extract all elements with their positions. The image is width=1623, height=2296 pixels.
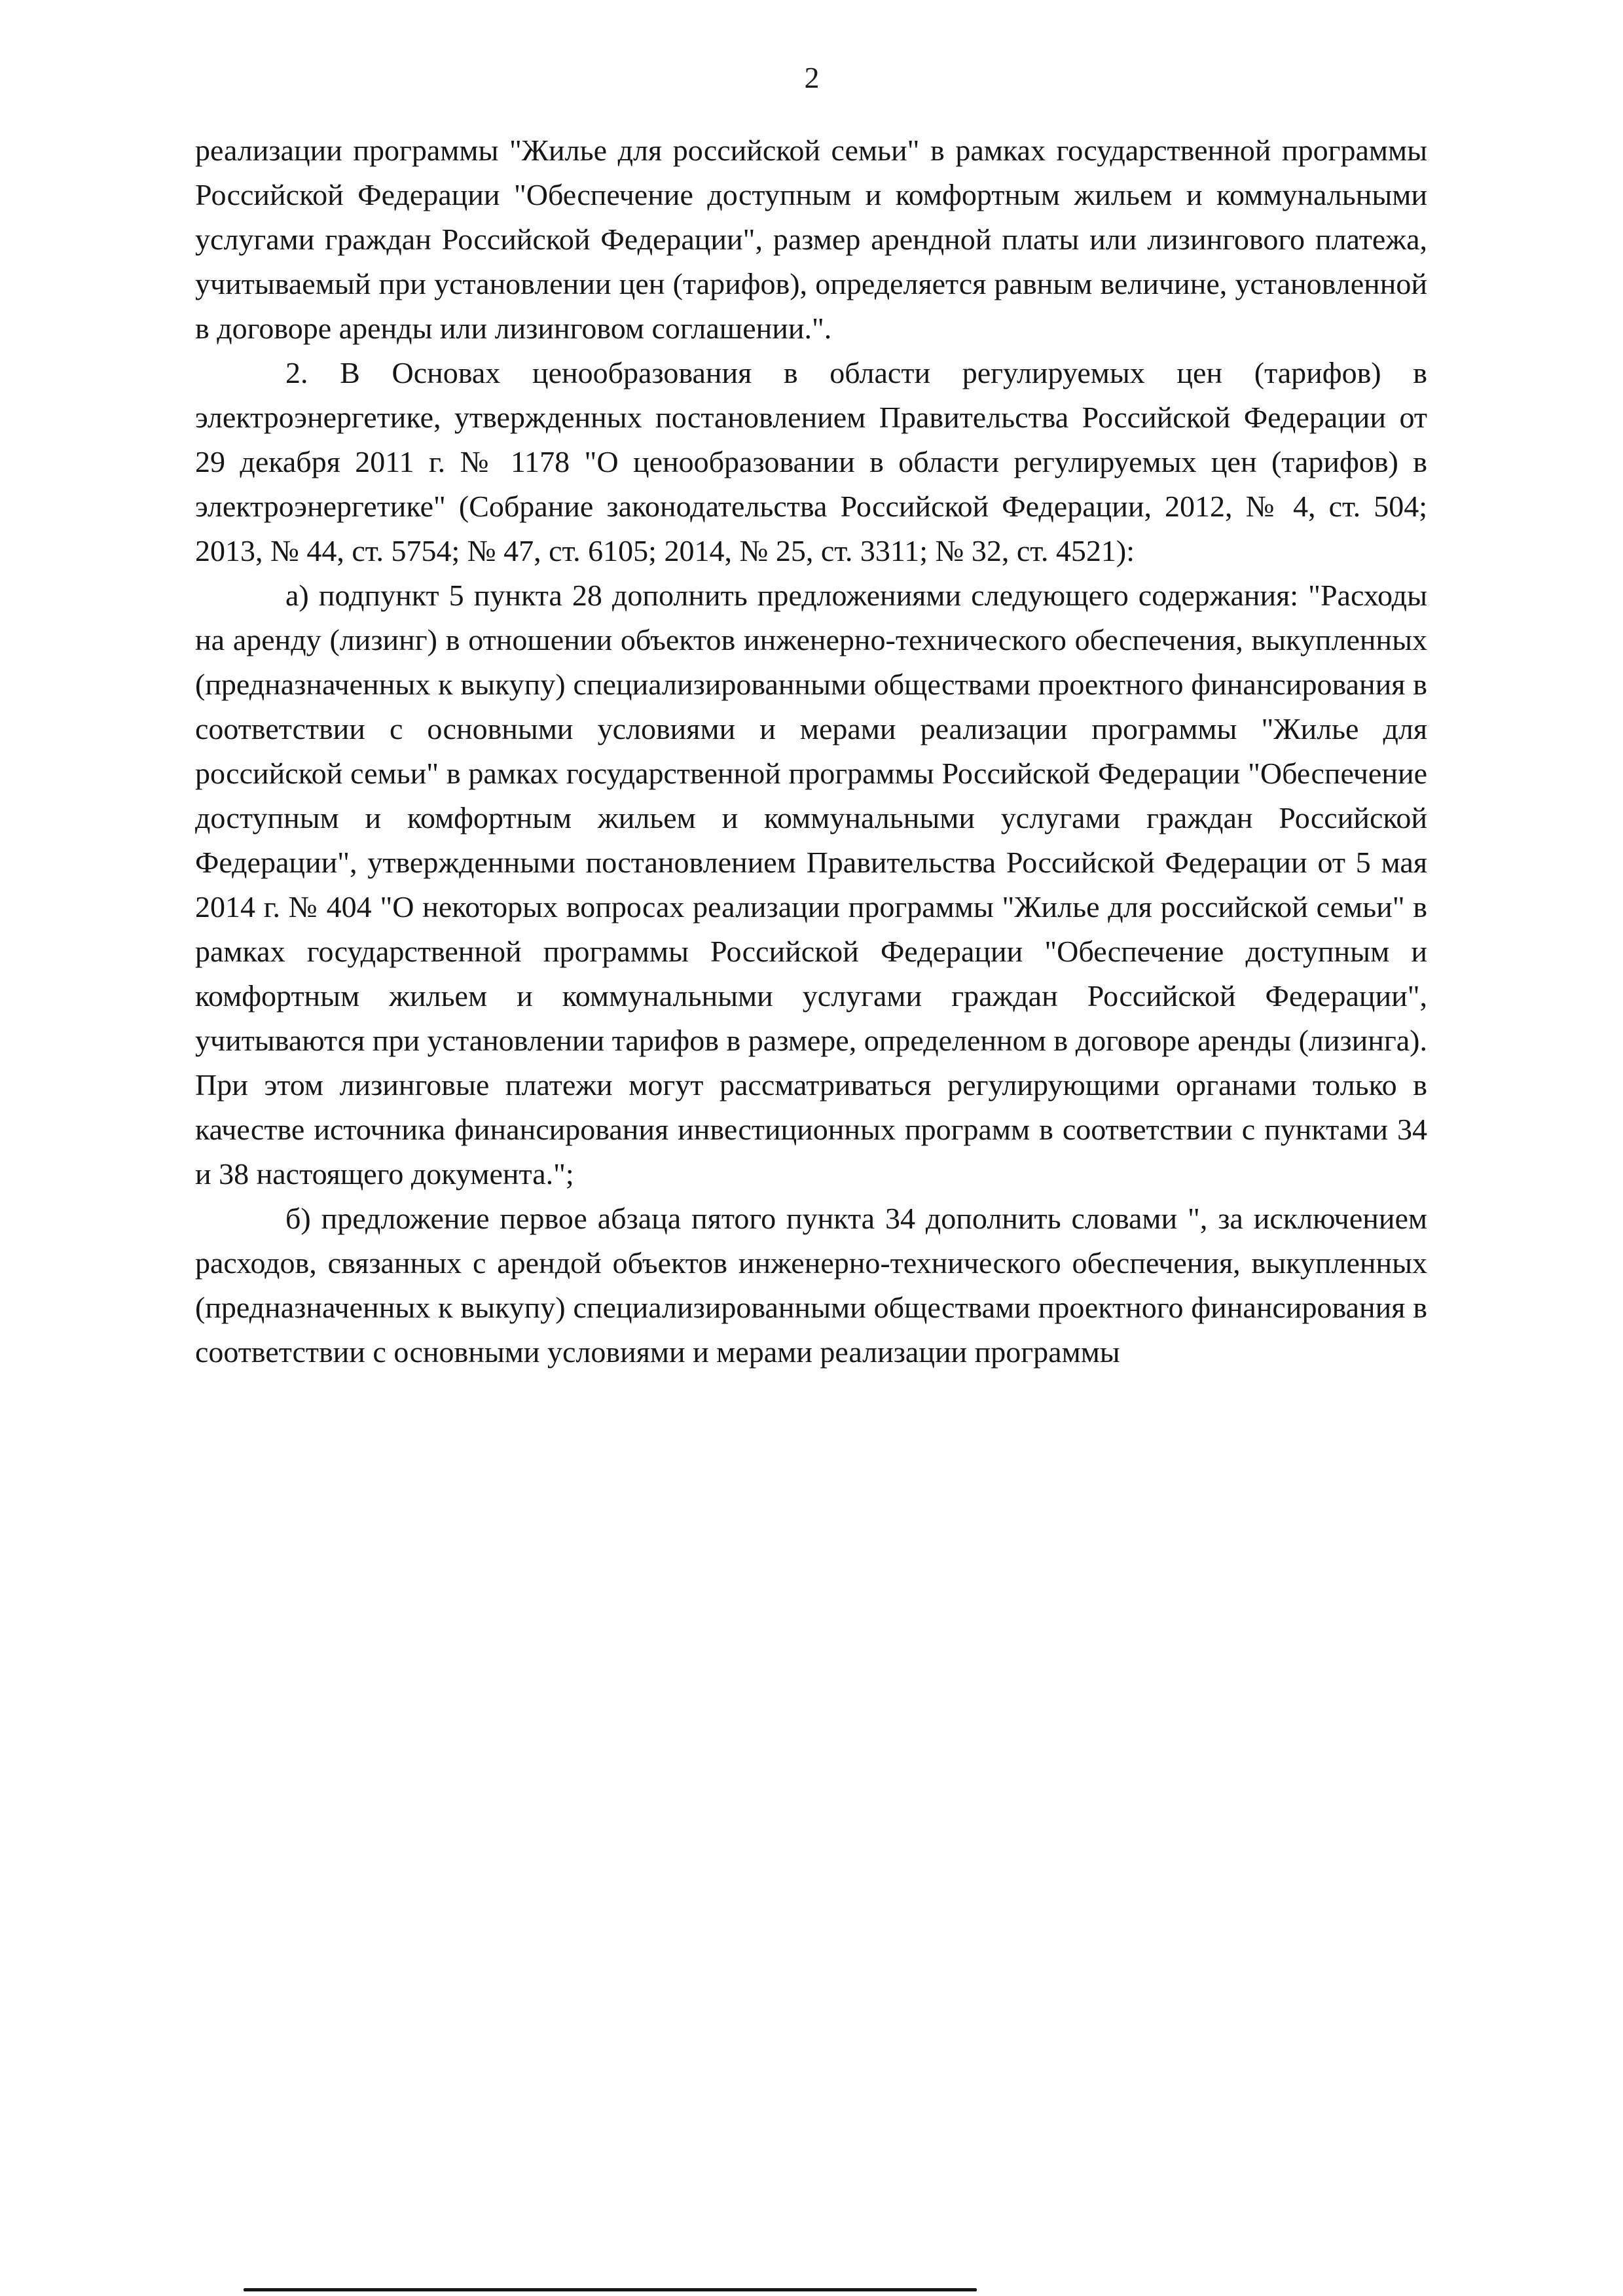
paragraph-subitem-b: б) предложение первое абзаца пятого пункта 34 дополнить словами ", за исключением расходов, связанных с арендой объектов инженерно-технического обеспечения, выкупленных (предназначенных к выкупу) специализированными обществами проектного финансирования в соответствии с основными условиями и мерами реализации программы [195, 1202, 1427, 1369]
paragraph-subitem-a: а) подпункт 5 пункта 28 дополнить предложениями следующего содержания: "Расходы на аренду (лизинг) в отношении объектов инженерно-технического обеспечения, выкупленных (предназначенных к выкупу) специализированными обществами проектного финансирования в соответствии с основными условиями и мерами реализации программы "Жилье для российской семьи" в рамках государственной программы Российской Федерации "Обеспечение доступным и комфортным жильем и коммунальными услугами граждан Российской Федерации", утвержденными постановлением Правительства Российской Федерации от 5 мая 2014 г. № 404 "О некоторых вопросах реализации программы "Жилье для российской семьи" в рамках государственной программы Российской Федерации "Обеспечение доступным и комфортным жильем и коммунальными услугами граждан Российской Федерации", учитываются при установлении тарифов в размере, определенном в договоре аренды (лизинга). При этом лизинговые платежи могут рассматриваться регулирующими органами только в качестве источника финансирования инвестиционных программ в соответствии с пунктами 34 и 38 настоящего документа."; [195, 579, 1427, 1191]
paragraph-continuation: реализации программы "Жилье для российской семьи" в рамках государственной программы Российской Федерации "Обеспечение доступным и комфортным жильем и коммунальными услугами граждан Российской Федерации", размер арендной платы или лизингового платежа, учитываемый при установлении цен (тарифов), определяется равным величине, установленной в договоре аренды или лизинговом соглашении.". [195, 134, 1427, 345]
paragraph-item-2: 2. В Основах ценообразования в области регулируемых цен (тарифов) в электроэнергетике, утвержденных постановлением Правительства Российской Федерации от 29 декабря 2011 г. № 1178 "О ценообразовании в области регулируемых цен (тарифов) в электроэнергетике" (Собрание законодательства Российской Федерации, 2012, № 4, ст. 504; 2013, № 44, ст. 5754; № 47, ст. 6105; 2014, № 25, ст. 3311; № 32, ст. 4521): [195, 356, 1427, 567]
scan-edge-artifact [244, 2288, 977, 2291]
page-number: 2 [804, 61, 820, 94]
document-body [195, 128, 1427, 1374]
